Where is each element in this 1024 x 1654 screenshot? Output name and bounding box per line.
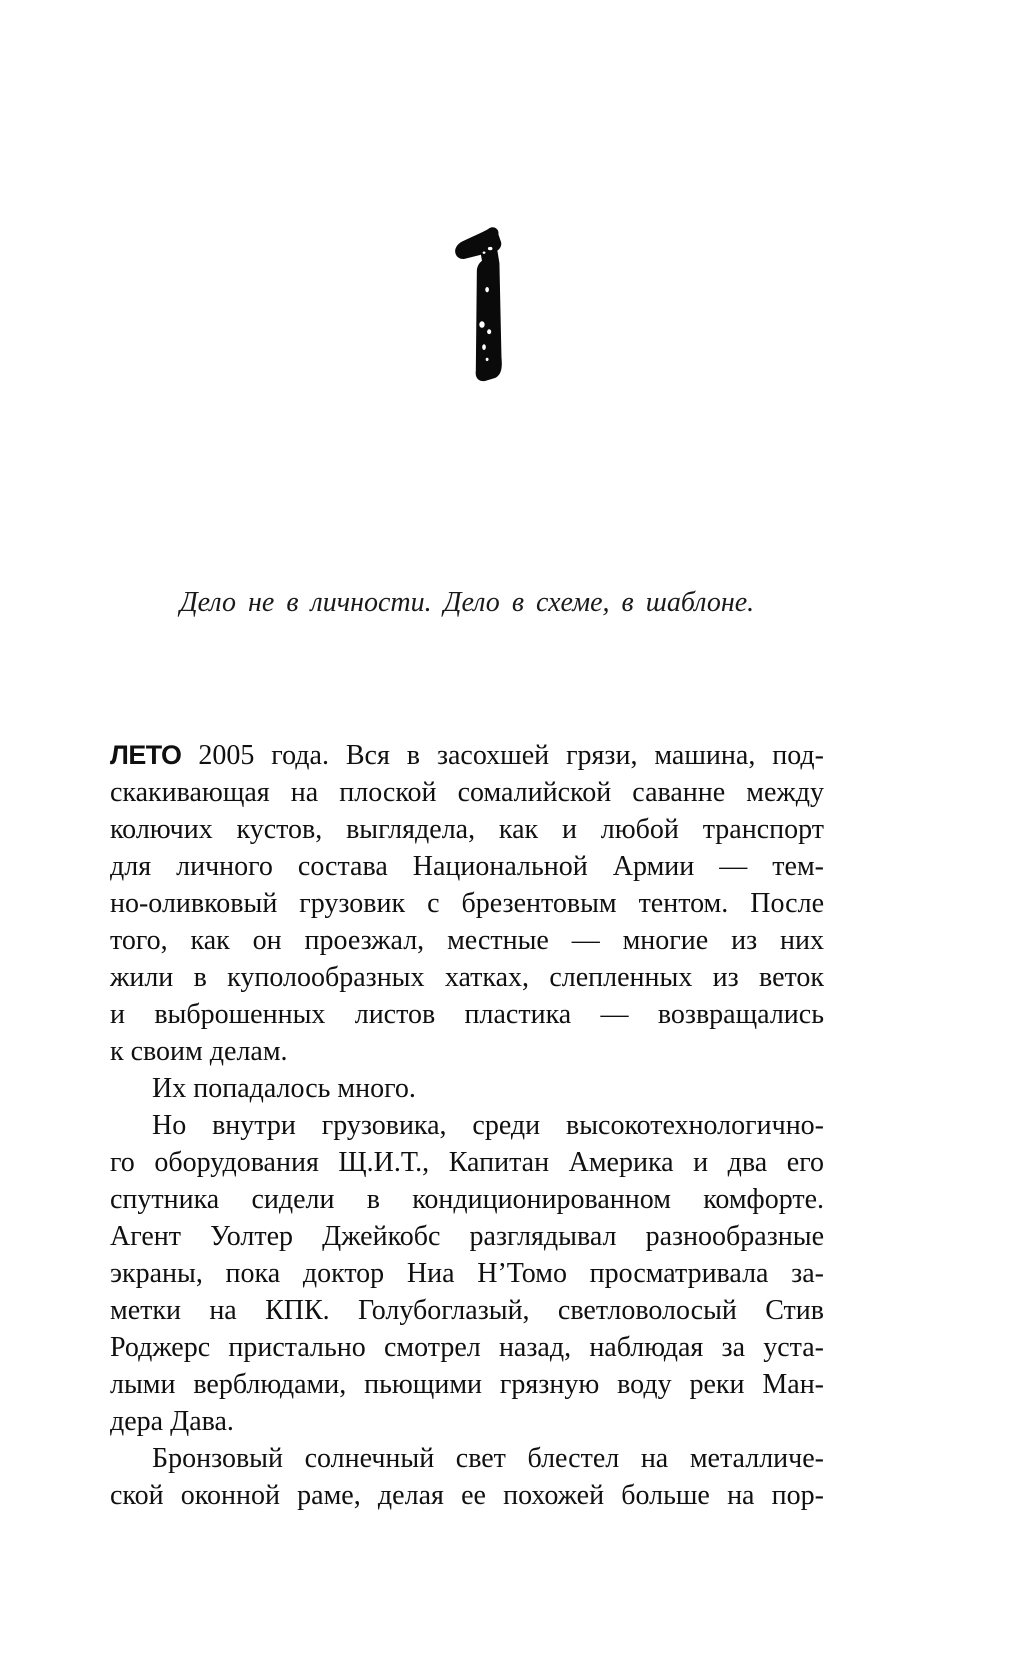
text-line: того, как он проезжал, местные — многие из них (110, 925, 824, 956)
chapter-number-glyph (453, 226, 513, 382)
text-line: для личного состава Национальной Армии — тем- (110, 851, 824, 882)
text-line: спутника сидели в кондиционированном комфорте. (110, 1184, 824, 1215)
epigraph: Дело не в личности. Дело в схеме, в шаблоне. (179, 587, 755, 618)
text-line: колючих кустов, выглядела, как и любой транспорт (110, 814, 824, 845)
text-line: го оборудования Щ.И.Т., Капитан Америка и два его (110, 1147, 824, 1178)
text-line: к своим делам. (110, 1036, 288, 1067)
text-line: Но внутри грузовика, среди высокотехнологично- (152, 1110, 824, 1141)
text-line: лыми верблюдами, пьющими грязную воду реки Ман- (110, 1369, 824, 1400)
text-line: экраны, пока доктор Ниа Н’Томо просматривала за- (110, 1258, 824, 1289)
text-line: ЛЕТО 2005 года. Вся в засохшей грязи, машина, под- (110, 740, 824, 771)
text-line: Агент Уолтер Джейкобс разглядывал разнообразные (110, 1221, 824, 1252)
text-line: но-оливковый грузовик с брезентовым тентом. После (110, 888, 824, 919)
text-line: ской оконной раме, делая ее похожей больше на пор- (110, 1480, 824, 1511)
text-line: метки на КПК. Голубоглазый, светловолосый Стив (110, 1295, 824, 1326)
lead-word: ЛЕТО (110, 740, 182, 770)
text-line: дера Дава. (110, 1406, 234, 1437)
text-line: Бронзовый солнечный свет блестел на металличе- (152, 1443, 824, 1474)
text-line: Роджерс пристально смотрел назад, наблюдая за уста- (110, 1332, 824, 1363)
body-text (110, 737, 824, 1514)
text-line: жили в куполообразных хатках, слепленных из веток (110, 962, 824, 993)
text-line: Их попадалось много. (152, 1073, 416, 1104)
text-line: скакивающая на плоской сомалийской саванне между (110, 777, 824, 808)
text-line: и выброшенных листов пластика — возвращались (110, 999, 824, 1030)
